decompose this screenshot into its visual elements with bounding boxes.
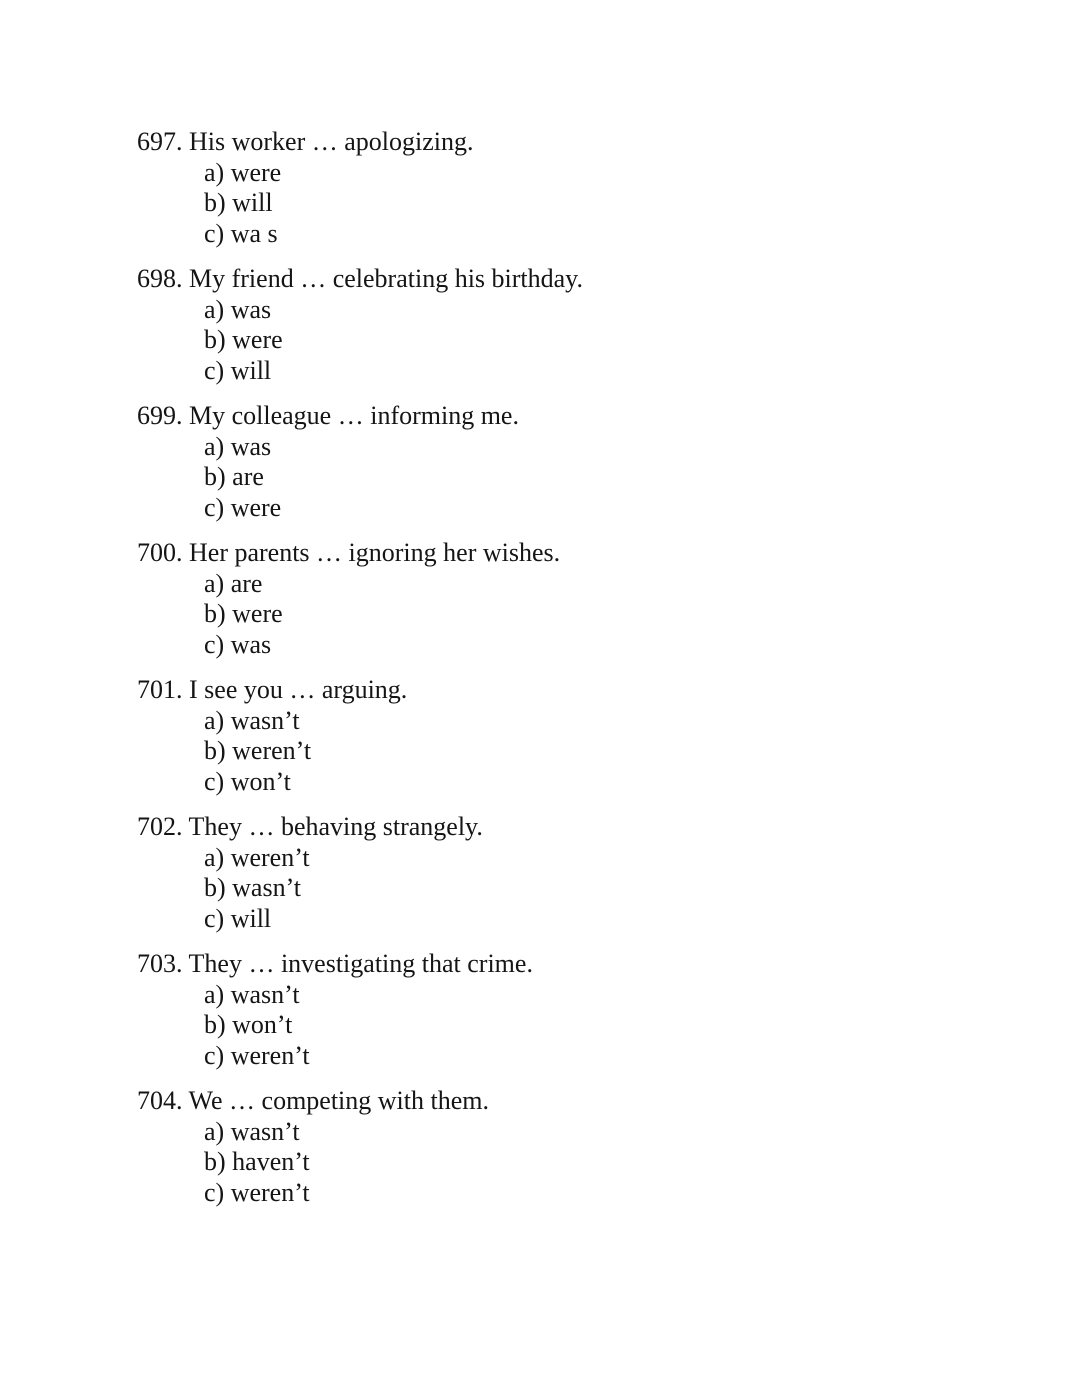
- question-block: [137, 127, 1040, 249]
- question-number: 699.: [137, 401, 183, 430]
- question-line: [137, 949, 1040, 980]
- option-line: b) weren’t: [204, 736, 312, 765]
- question-text: My colleague … informing me.: [189, 401, 519, 430]
- option-line: c) were: [204, 492, 282, 522]
- option-line: b) will: [204, 188, 273, 217]
- question-block: [137, 401, 1040, 523]
- question-text: We … competing with them.: [188, 1086, 489, 1115]
- option-line: a) wasn’t: [204, 979, 300, 1009]
- option-line: a) were: [204, 157, 282, 187]
- option-line: b) haven’t: [204, 1147, 310, 1176]
- option-line: b) are: [204, 462, 264, 491]
- option-line: c) wa s: [204, 218, 278, 248]
- question-line: [137, 675, 1040, 706]
- option-line: a) was: [204, 431, 272, 461]
- option-line: c) will: [204, 355, 272, 385]
- option-line: b) were: [204, 599, 283, 628]
- option-line: b) won’t: [204, 1010, 293, 1039]
- question-line: [137, 264, 1040, 295]
- question-block: [137, 538, 1040, 660]
- question-text: They … behaving strangely.: [188, 812, 483, 841]
- question-block: [137, 675, 1040, 797]
- option-line: c) won’t: [204, 766, 291, 796]
- question-number: 703.: [137, 949, 183, 978]
- question-block: [137, 1086, 1040, 1208]
- question-block: [137, 949, 1040, 1071]
- question-text: They … investigating that crime.: [188, 949, 533, 978]
- question-text: I see you … arguing.: [189, 675, 408, 704]
- question-line: [137, 812, 1040, 843]
- question-number: 700.: [137, 538, 183, 567]
- option-line: c) was: [204, 629, 272, 659]
- option-line: b) were: [204, 325, 283, 354]
- question-number: 704.: [137, 1086, 183, 1115]
- option-line: b) wasn’t: [204, 873, 302, 902]
- option-line: a) was: [204, 294, 272, 324]
- question-line: [137, 538, 1040, 569]
- question-line: [137, 127, 1040, 158]
- question-text: My friend … celebrating his birthday.: [189, 264, 583, 293]
- option-line: c) weren’t: [204, 1177, 310, 1207]
- question-text: Her parents … ignoring her wishes.: [189, 538, 561, 567]
- question-block: [137, 812, 1040, 934]
- option-line: a) wasn’t: [204, 1116, 300, 1146]
- question-number: 701.: [137, 675, 183, 704]
- question-line: [137, 401, 1040, 432]
- question-text: His worker … apologizing.: [189, 127, 474, 156]
- option-line: a) are: [204, 568, 263, 598]
- question-number: 702.: [137, 812, 183, 841]
- option-line: a) wasn’t: [204, 705, 300, 735]
- option-line: a) weren’t: [204, 842, 310, 872]
- question-block: [137, 264, 1040, 386]
- option-line: c) will: [204, 903, 272, 933]
- question-number: 697.: [137, 127, 183, 156]
- question-number: 698.: [137, 264, 183, 293]
- option-line: c) weren’t: [204, 1040, 310, 1070]
- question-line: [137, 1086, 1040, 1117]
